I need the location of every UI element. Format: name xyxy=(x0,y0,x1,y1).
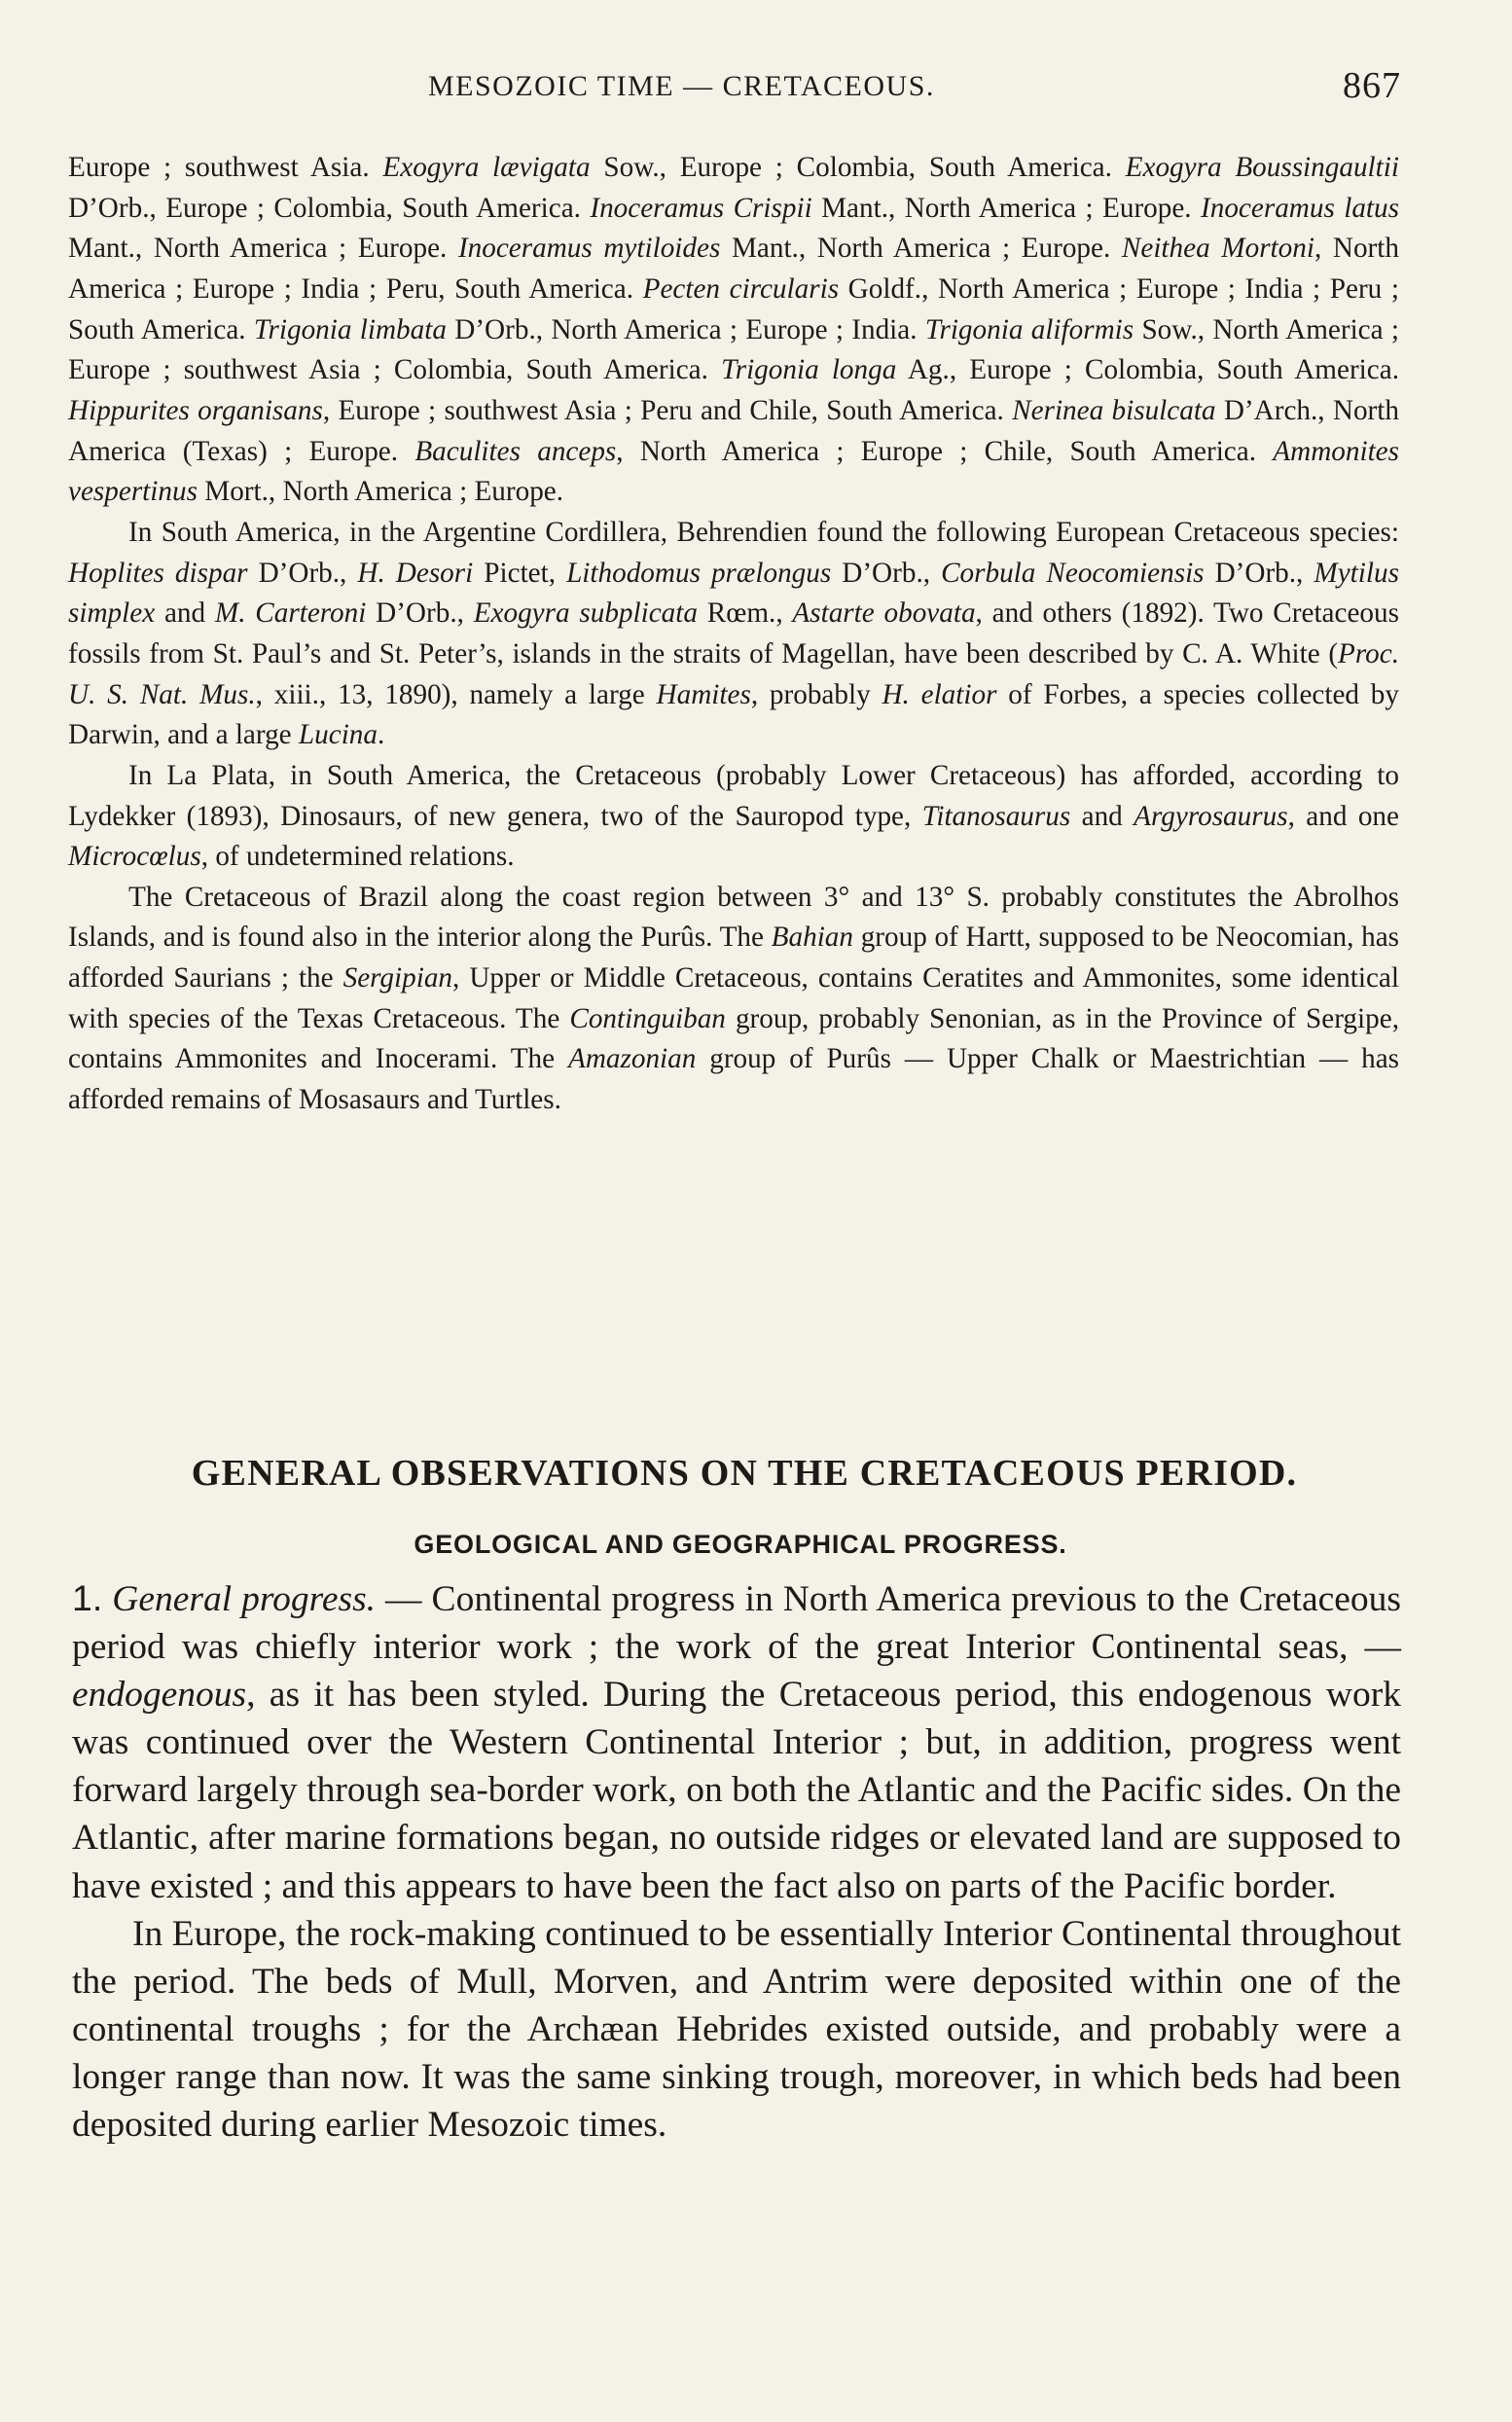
italic-text-run: Lithodomus prælongus xyxy=(566,557,832,589)
text-run: Europe ; southwest Asia. xyxy=(68,152,383,183)
text-run: and xyxy=(1070,800,1134,832)
text-run: Sow., Europe ; Colombia, South America. xyxy=(590,152,1126,183)
italic-text-run: Amazonian xyxy=(567,1043,697,1075)
italic-text-run: Pecten circularis xyxy=(642,272,840,305)
italic-text-run: Titanosaurus xyxy=(921,800,1071,832)
italic-text-run: Corbula Neocomiensis xyxy=(941,557,1205,589)
text-run: D’Orb., xyxy=(366,597,474,630)
text-run: and xyxy=(155,597,215,630)
geological-progress-text xyxy=(72,1574,1401,2149)
text-run: , and others (1892). Two Cretaceous fossils from St. Paul’s and St. Peter’s, islands in the straits of Magellan, have been described by C. A. White ( xyxy=(68,597,1399,669)
text-run: Ag., Europe ; Colombia, South America. xyxy=(896,354,1399,386)
text-run: Rœm., xyxy=(697,597,793,630)
italic-text-run: Baculites anceps xyxy=(414,435,617,467)
italic-text-run: Argyrosaurus xyxy=(1134,800,1288,832)
text-run: D’Orb., North America ; Europe ; India. xyxy=(446,313,925,345)
general-observations-heading: GENERAL OBSERVATIONS ON THE CRETACEOUS PERIOD. xyxy=(191,1453,1298,1495)
text-run: D’Orb., xyxy=(247,557,358,589)
italic-text-run: Bahian xyxy=(771,922,853,954)
text-run: Mant., North America ; Europe. xyxy=(720,233,1122,265)
italic-text-run: Ammonites vespertinus xyxy=(68,435,1399,508)
text-run xyxy=(102,1579,112,1619)
italic-text-run: Nerinea bisulcata xyxy=(1012,394,1216,426)
text-run: , North America ; Europe ; Chile, South America. xyxy=(616,435,1274,467)
text-run: , Upper or Middle Cretaceous, contains Ceratites and Ammonites, some identical with species of the Texas Cretaceous. The xyxy=(68,962,1399,1034)
text-run: Pictet, xyxy=(473,557,567,589)
text-run: group, probably Senonian, as in the Province of Sergipe, contains Ammonites and Inocerami. The xyxy=(68,1002,1399,1075)
text-run: Mant., North America ; Europe. xyxy=(811,192,1202,224)
brazil-cretaceous-paragraph xyxy=(68,878,1399,1121)
text-run: , of undetermined relations. xyxy=(200,841,515,873)
cretaceous-species-text xyxy=(68,148,1399,1121)
italic-text-run: H. elatior xyxy=(882,678,997,710)
italic-text-run: Hamites xyxy=(656,678,751,710)
italic-text-run: Continguiban xyxy=(569,1002,726,1034)
page-number: 867 xyxy=(1343,65,1401,106)
text-run: , probably xyxy=(750,678,882,710)
italic-text-run: Lucina xyxy=(298,719,378,751)
italic-text-run: H. Desori xyxy=(357,557,474,589)
running-title: MESOZOIC TIME — CRETACEOUS. xyxy=(428,70,935,102)
italic-text-run: Astarte obovata xyxy=(792,597,976,630)
geological-progress-heading: GEOLOGICAL AND GEOGRAPHICAL PROGRESS. xyxy=(414,1530,1067,1560)
italic-text-run: Inoceramus latus xyxy=(1201,192,1399,224)
italic-text-run: Mytilus simplex xyxy=(68,557,1399,630)
italic-text-run: Trigonia aliformis xyxy=(924,313,1134,345)
italic-text-run: Exogyra lævigata xyxy=(382,152,591,183)
text-run: . xyxy=(378,719,385,751)
text-run: , North America ; Europe ; India ; Peru, South America. xyxy=(68,233,1399,305)
text-run: D’Arch., North America (Texas) ; Europe. xyxy=(68,394,1399,467)
text-run: Goldf., North America ; Europe ; India ; Peru ; South America. xyxy=(68,272,1399,345)
text-run: In South America, in the Argentine Cordillera, Behrendien found the following European Cretaceous species: xyxy=(128,516,1399,548)
text-run: , and one xyxy=(1287,800,1399,832)
europe-progress-paragraph xyxy=(72,1910,1401,2149)
italic-text-run: General progress. xyxy=(112,1579,377,1619)
text-run: Mort., North America ; Europe. xyxy=(197,476,564,508)
italic-text-run: Exogyra Boussingaultii xyxy=(1125,152,1399,183)
text-run: group of Purûs — Upper Chalk or Maestrichtian — has afforded remains of Mosasaurs and Turtles. xyxy=(68,1043,1400,1116)
italic-text-run: Exogyra subplicata xyxy=(473,597,698,630)
text-run: of Forbes, a species collected by Darwin, and a large xyxy=(68,678,1399,751)
italic-text-run: Sergipian xyxy=(342,962,453,994)
la-plata-paragraph xyxy=(68,756,1399,878)
text-run: In La Plata, in South America, the Cretaceous (probably Lower Cretaceous) has afforded, according to Lydekker (1893), Dinosaurs, of new genera, two of the Sauropod type, xyxy=(68,759,1399,832)
italic-text-run: Hoplites dispar xyxy=(68,557,248,589)
text-run: D’Orb., xyxy=(831,557,942,589)
text-run: The Cretaceous of Brazil along the coast region between 3° and 13° S. probably constitutes the Abrolhos Islands, and is found also in the interior along the Purûs. The xyxy=(68,881,1399,954)
general-progress-paragraph xyxy=(72,1574,1401,1910)
text-run: — Continental progress in North America previous to the Cretaceous period was chiefly interior work ; the work of the great Interior Continental seas, — xyxy=(72,1579,1401,1668)
text-run: Mant., North America ; Europe. xyxy=(68,233,458,265)
italic-text-run: Proc. U. S. Nat. Mus. xyxy=(68,637,1399,710)
text-run: Sow., North America ; Europe ; southwest Asia ; Colombia, South America. xyxy=(68,313,1399,386)
text-run: , as it has been styled. During the Cretaceous period, this endogenous work was continued over the Western Continental Interior ; but, in addition, progress went forward largely through sea-border work, on both the Atlantic and the Pacific sides. On the Atlantic, after marine formations began, no outside ridges or elevated land are supposed to have existed ; and this appears to have been the fact also on parts of the Pacific border. xyxy=(72,1675,1401,1906)
italic-text-run: Inoceramus mytiloides xyxy=(457,233,721,265)
text-run: D’Orb., xyxy=(1204,557,1314,589)
text-run: group of Hartt, supposed to be Neocomian, has afforded Saurians ; the xyxy=(68,922,1400,994)
italic-text-run: M. Carteroni xyxy=(214,597,367,630)
italic-text-run: Microcœlus xyxy=(68,841,201,873)
argentine-cordillera-paragraph xyxy=(68,513,1399,756)
italic-text-run: Inoceramus Crispii xyxy=(590,192,812,224)
italic-text-run: endogenous xyxy=(72,1675,247,1716)
text-run: D’Orb., Europe ; Colombia, South America. xyxy=(68,192,591,224)
text-run: , Europe ; southwest Asia ; Peru and Chile, South America. xyxy=(322,394,1013,426)
italic-text-run: Trigonia limbata xyxy=(253,313,447,345)
text-run: In Europe, the rock-making continued to be essentially Interior Continental throughout the period. The beds of Mull, Morven, and Antrim were deposited within one of the continental troughs ; for the Archæan Hebrides existed outside, and probably were a longer range than now. It was the same sinking trough, moreover, in which beds had been deposited during earlier Mesozoic times. xyxy=(72,1913,1401,2146)
italic-text-run: Hippurites organisans xyxy=(68,394,323,426)
section-number: 1. xyxy=(72,1577,103,1618)
italic-text-run: Trigonia longa xyxy=(721,354,897,386)
species-list-paragraph xyxy=(68,148,1399,513)
italic-text-run: Neithea Mortoni xyxy=(1121,233,1314,265)
text-run: , xiii., 13, 1890), namely a large xyxy=(255,678,657,710)
running-header xyxy=(0,64,1512,106)
